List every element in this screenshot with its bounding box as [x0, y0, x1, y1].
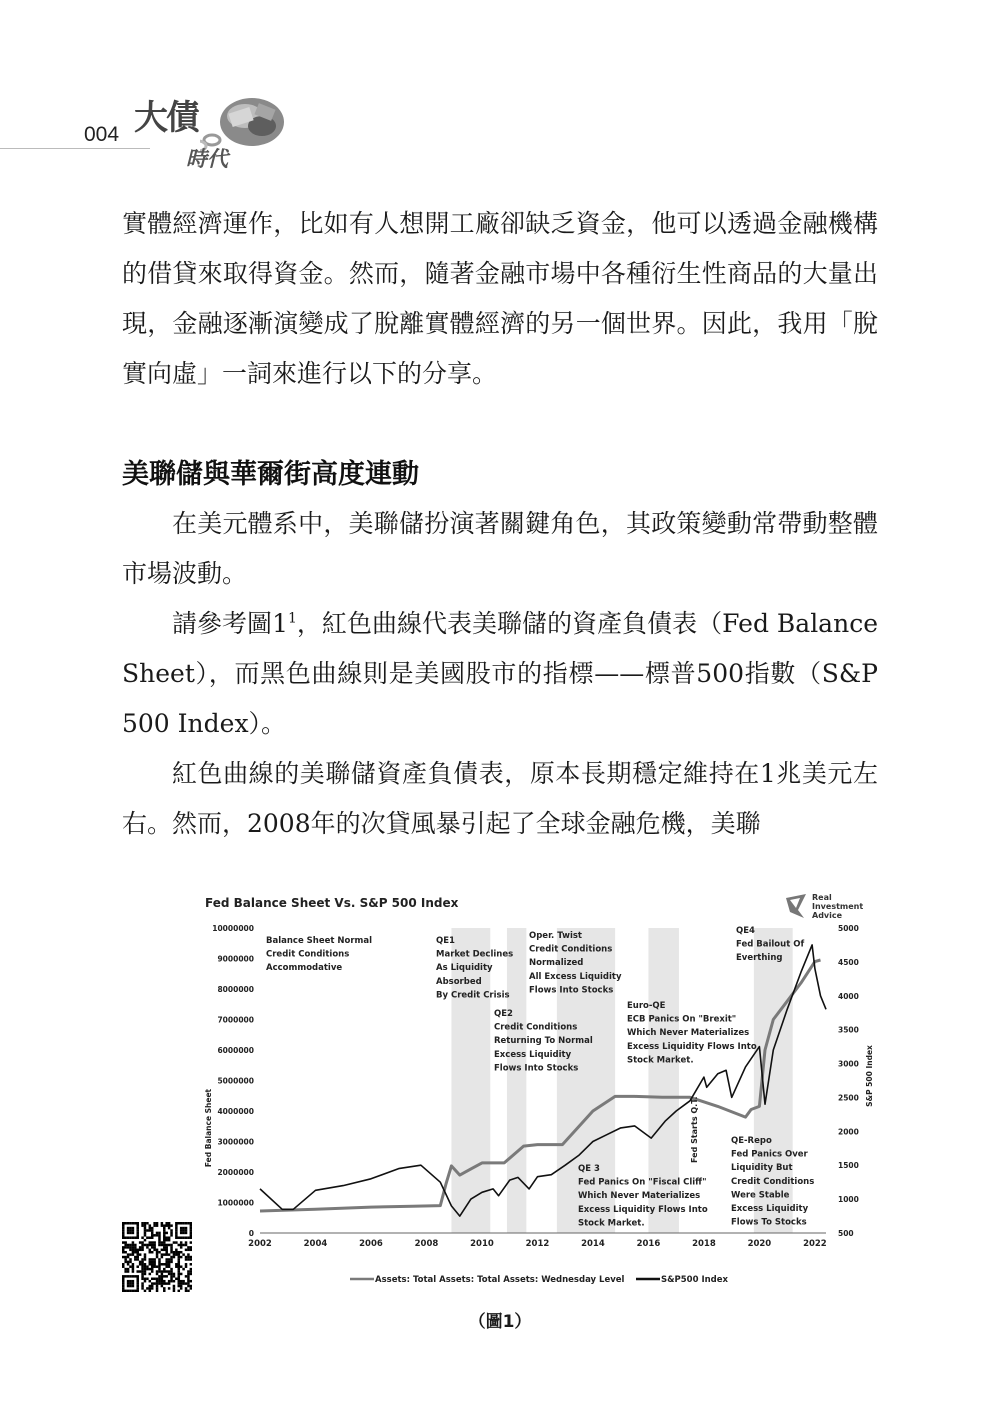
annotation-2-line-3: All Excess Liquidity	[529, 971, 622, 982]
x-tick-label-7: 2016	[636, 1239, 661, 1249]
annotation-7-line-1: Fed Panics Over	[731, 1149, 808, 1160]
annotation-4-line-4: Stock Market.	[627, 1055, 694, 1066]
legend	[350, 1275, 729, 1285]
y2-tick-label-4: 2500	[838, 1093, 859, 1103]
annotation-6-line-2: Which Never Materializes	[578, 1191, 701, 1202]
x-tick-label-4: 2010	[470, 1239, 494, 1249]
annotation-6-line-3: Excess Liquidity Flows Into	[578, 1204, 708, 1215]
annotation-5-line-2: Everthing	[736, 953, 783, 964]
annotation-7-line-2: Liquidity But	[731, 1163, 793, 1174]
legend-label-fed: Assets: Total Assets: Total Assets: Wednesday Level	[375, 1275, 625, 1285]
y-tick-label-1: 1000000	[217, 1198, 254, 1208]
paragraph-3-rest: ，紅色曲線代表美聯儲的資產負債表（Fed Balance Sheet），而黑色曲線則是美國股市的指標——標普500指數（S&P 500 Index）。	[122, 609, 878, 738]
x-tick-label-6: 2014	[581, 1239, 605, 1249]
annotation-7-line-4: Were Stable	[731, 1190, 790, 1201]
y-tick-label-4: 4000000	[217, 1107, 254, 1116]
annotation-1-line-1: Market Declines	[436, 949, 514, 960]
y2-tick-label-9: 5000	[838, 924, 859, 933]
y2-tick-label-8: 4500	[838, 957, 859, 967]
annotation-1-line-2: As Liquidity	[436, 963, 493, 974]
y-tick-label-3: 3000000	[217, 1137, 254, 1147]
header-rule	[0, 148, 150, 149]
paragraph-1: 實體經濟運作，比如有人想開工廠卻缺乏資金，他可以透過金融機構的借貸來取得資金。然而，隨著金融市場中各種衍生性商品的大量出現，金融逐漸演變成了脫離實體經濟的另一個世界。因此，我用「脫實向虛」一詞來進行以下的分享。	[122, 209, 878, 388]
shaded-period-4	[754, 928, 793, 1233]
paragraph-1-block	[122, 199, 878, 399]
annotation-0-line-2: Accommodative	[266, 963, 343, 974]
x-tick-label-10: 2022	[803, 1239, 827, 1249]
annotation-5-line-1: Fed Bailout Of	[736, 939, 805, 950]
y2-axis-label: S&P 500 Index	[865, 1045, 874, 1107]
annotation-3-line-1: Credit Conditions	[494, 1022, 578, 1033]
y2-tick-label-7: 4000	[838, 991, 859, 1001]
brand-logo	[786, 893, 863, 920]
annotation-5-line-0: QE4	[736, 926, 755, 936]
paragraph-2-4-block	[122, 499, 878, 849]
figure-1	[200, 888, 876, 1296]
annotation-6-line-1: Fed Panics On "Fiscal Cliff"	[578, 1177, 707, 1188]
shaded-period-1	[507, 928, 526, 1233]
legend-label-sp500: S&P500 Index	[661, 1275, 729, 1285]
footnote-marker[interactable]: 1	[287, 610, 297, 627]
annotation-2-line-4: Flows Into Stocks	[529, 985, 614, 996]
y-tick-label-7: 7000000	[217, 1015, 254, 1025]
annotation-7-line-6: Flows To Stocks	[731, 1217, 807, 1228]
y2-tick-label-1: 1000	[838, 1195, 859, 1205]
annotation-6-line-0: QE 3	[578, 1164, 600, 1174]
annotation-4-line-0: Euro-QE	[627, 1001, 666, 1011]
annotation-1-line-0: QE1	[436, 936, 455, 946]
annotation-0-line-1: Credit Conditions	[266, 949, 350, 960]
y-tick-label-0: 0	[248, 1229, 254, 1238]
annotation-6	[578, 1164, 708, 1228]
running-header	[0, 40, 360, 171]
annotation-7-line-5: Excess Liquidity	[731, 1204, 809, 1214]
y-tick-label-9: 9000000	[217, 954, 254, 964]
x-tick-label-2: 2006	[359, 1239, 383, 1249]
x-tick-label-5: 2012	[525, 1239, 550, 1249]
y-tick-label-10: 10000000	[212, 924, 254, 933]
brand-line-1: Real	[812, 893, 832, 902]
paragraph-2: 在美元體系中，美聯儲扮演著關鍵角色，其政策變動常帶動整體市場波動。	[122, 509, 878, 588]
annotation-0-line-0: Balance Sheet Normal	[266, 936, 373, 946]
annotation-fed-qt: Fed Starts Q.T.	[690, 1096, 699, 1163]
y2-tick-label-3: 2000	[838, 1127, 859, 1137]
y2-tick-label-5: 3000	[838, 1059, 859, 1069]
annotation-7	[731, 1136, 814, 1228]
x-tick-label-3: 2008	[414, 1239, 439, 1249]
x-tick-label-0: 2002	[248, 1239, 272, 1249]
annotation-3-line-4: Flows Into Stocks	[494, 1063, 579, 1074]
fed-vs-sp500-chart	[200, 888, 876, 1296]
annotation-7-line-3: Credit Conditions	[731, 1176, 815, 1187]
annotation-4	[627, 1001, 757, 1065]
paragraph-3-start: 請參考圖1	[172, 609, 288, 638]
brand-line-2: Investment	[812, 902, 864, 911]
annotation-2-line-1: Credit Conditions	[529, 944, 613, 955]
book-title-main: 大債	[134, 98, 198, 138]
annotation-3-line-0: QE2	[494, 1009, 513, 1019]
y-tick-label-5: 5000000	[217, 1076, 254, 1086]
y-tick-label-6: 6000000	[217, 1046, 254, 1055]
annotation-2-line-2: Normalized	[529, 958, 584, 969]
x-tick-label-8: 2018	[692, 1239, 716, 1249]
paragraph-4: 紅色曲線的美聯儲資產負債表，原本長期穩定維持在1兆美元左右。然而，2008年的次貸風暴引起了全球金融危機，美聯	[122, 759, 878, 838]
annotation-3-line-2: Returning To Normal	[494, 1036, 593, 1047]
figure-caption: （圖1）	[468, 1312, 532, 1332]
annotation-4-line-1: ECB Panics On "Brexit"	[627, 1014, 737, 1025]
y2-tick-label-6: 3500	[838, 1025, 859, 1035]
chart-title: Fed Balance Sheet Vs. S&P 500 Index	[205, 896, 459, 910]
section-heading: 美聯儲與華爾街高度連動	[122, 459, 419, 490]
annotation-3-line-3: Excess Liquidity	[494, 1049, 572, 1060]
y2-tick-label-0: 500	[838, 1229, 854, 1238]
y-tick-label-2: 2000000	[217, 1168, 254, 1177]
y-axis-label: Fed Balance Sheet	[204, 1088, 213, 1168]
shaded-period-0	[451, 928, 490, 1233]
paragraph-3	[122, 599, 878, 749]
y-tick-label-8: 8000000	[217, 985, 254, 994]
chart-annotations	[266, 926, 814, 1228]
x-tick-label-9: 2020	[747, 1239, 772, 1249]
qr-code[interactable]	[122, 1222, 192, 1292]
annotation-1-line-3: Absorbed	[436, 976, 482, 987]
annotation-4-line-2: Which Never Materializes	[627, 1028, 750, 1039]
annotation-6-line-4: Stock Market.	[578, 1218, 645, 1229]
y2-tick-label-2: 1500	[838, 1161, 859, 1171]
annotation-0	[266, 936, 372, 973]
book-title-sub: 時代	[186, 146, 228, 171]
x-tick-label-1: 2004	[303, 1239, 328, 1249]
annotation-2-line-0: Oper. Twist	[529, 931, 582, 941]
annotation-1-line-4: By Credit Crisis	[436, 990, 510, 1001]
brand-line-3: Advice	[812, 911, 843, 920]
annotation-7-line-0: QE-Repo	[731, 1136, 772, 1146]
annotation-4-line-3: Excess Liquidity Flows Into	[627, 1041, 757, 1052]
page-number: 004	[84, 123, 120, 146]
